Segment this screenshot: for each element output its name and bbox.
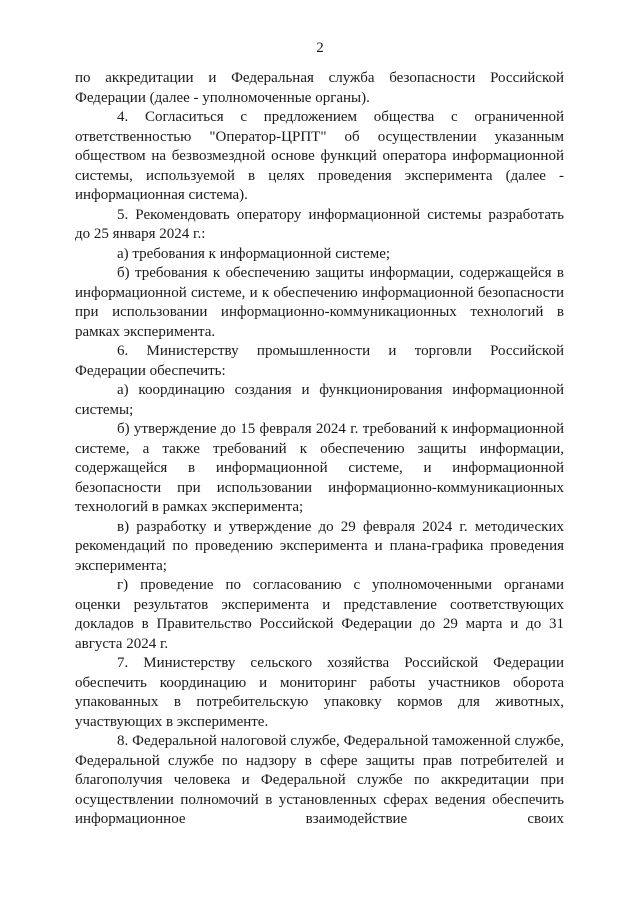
paragraph-item-6a: а) координацию создания и функционирования информационной системы;	[75, 382, 564, 418]
paragraph-item-6g: г) проведение по согласованию с уполномоченными органами оценки результатов эксперимента и представление соответствующих докладов в Правительство Российской Федерации до 29 марта и до 31 августа 2024 г.	[75, 577, 564, 652]
paragraph-item-8: 8. Федеральной налоговой службе, Федеральной таможенной службе, Федеральной службе по надзору в сфере защиты прав потребителей и благополучия человека и Федеральной службе по аккредитации при осуществлении полномочий в установленных сферах ведения обеспечить информационное взаимодействие своих	[75, 733, 564, 827]
paragraph-item-5b: б) требования к обеспечению защиты информации, содержащейся в информационной системе, и к обеспечению информационной безопасности при использовании информационно-коммуникационных технологий в рамках эксперимента.	[75, 265, 564, 340]
paragraph-item-5a: а) требования к информационной системе;	[117, 245, 391, 262]
document-body	[75, 69, 564, 830]
paragraph-item-6b: б) утверждение до 15 февраля 2024 г. требований к информационной системе, а также требований к обеспечению защиты информации, содержащейся в информационной системе, и информационной безопасности при использовании информационно-коммуникационных технологий в рамках эксперимента;	[75, 421, 564, 515]
paragraph-continuation: по аккредитации и Федеральная служба безопасности Российской Федерации (далее - уполномоченные органы).	[75, 70, 564, 106]
paragraph-item-6v: в) разработку и утверждение до 29 февраля 2024 г. методических рекомендаций по проведению эксперимента и плана-графика проведения эксперимента;	[75, 518, 564, 574]
paragraph-item-6: 6. Министерству промышленности и торговли Российской Федерации обеспечить:	[75, 343, 564, 379]
paragraph-item-7: 7. Министерству сельского хозяйства Российской Федерации обеспечить координацию и мониторинг работы участников оборота упакованных в потребительскую упаковку кормов для животных, участвующих в эксперименте.	[75, 655, 564, 730]
page-number: 2	[316, 40, 324, 56]
paragraph-item-5: 5. Рекомендовать оператору информационной системы разработать до 25 января 2024 г.:	[75, 206, 564, 242]
paragraph-item-4: 4. Согласиться с предложением общества с ограниченной ответственностью "Оператор-ЦРПТ" об осуществлении указанным обществом на безвозмездной основе функций оператора информационной системы, используемой в целях проведения эксперимента (далее - информационная система).	[75, 109, 564, 203]
